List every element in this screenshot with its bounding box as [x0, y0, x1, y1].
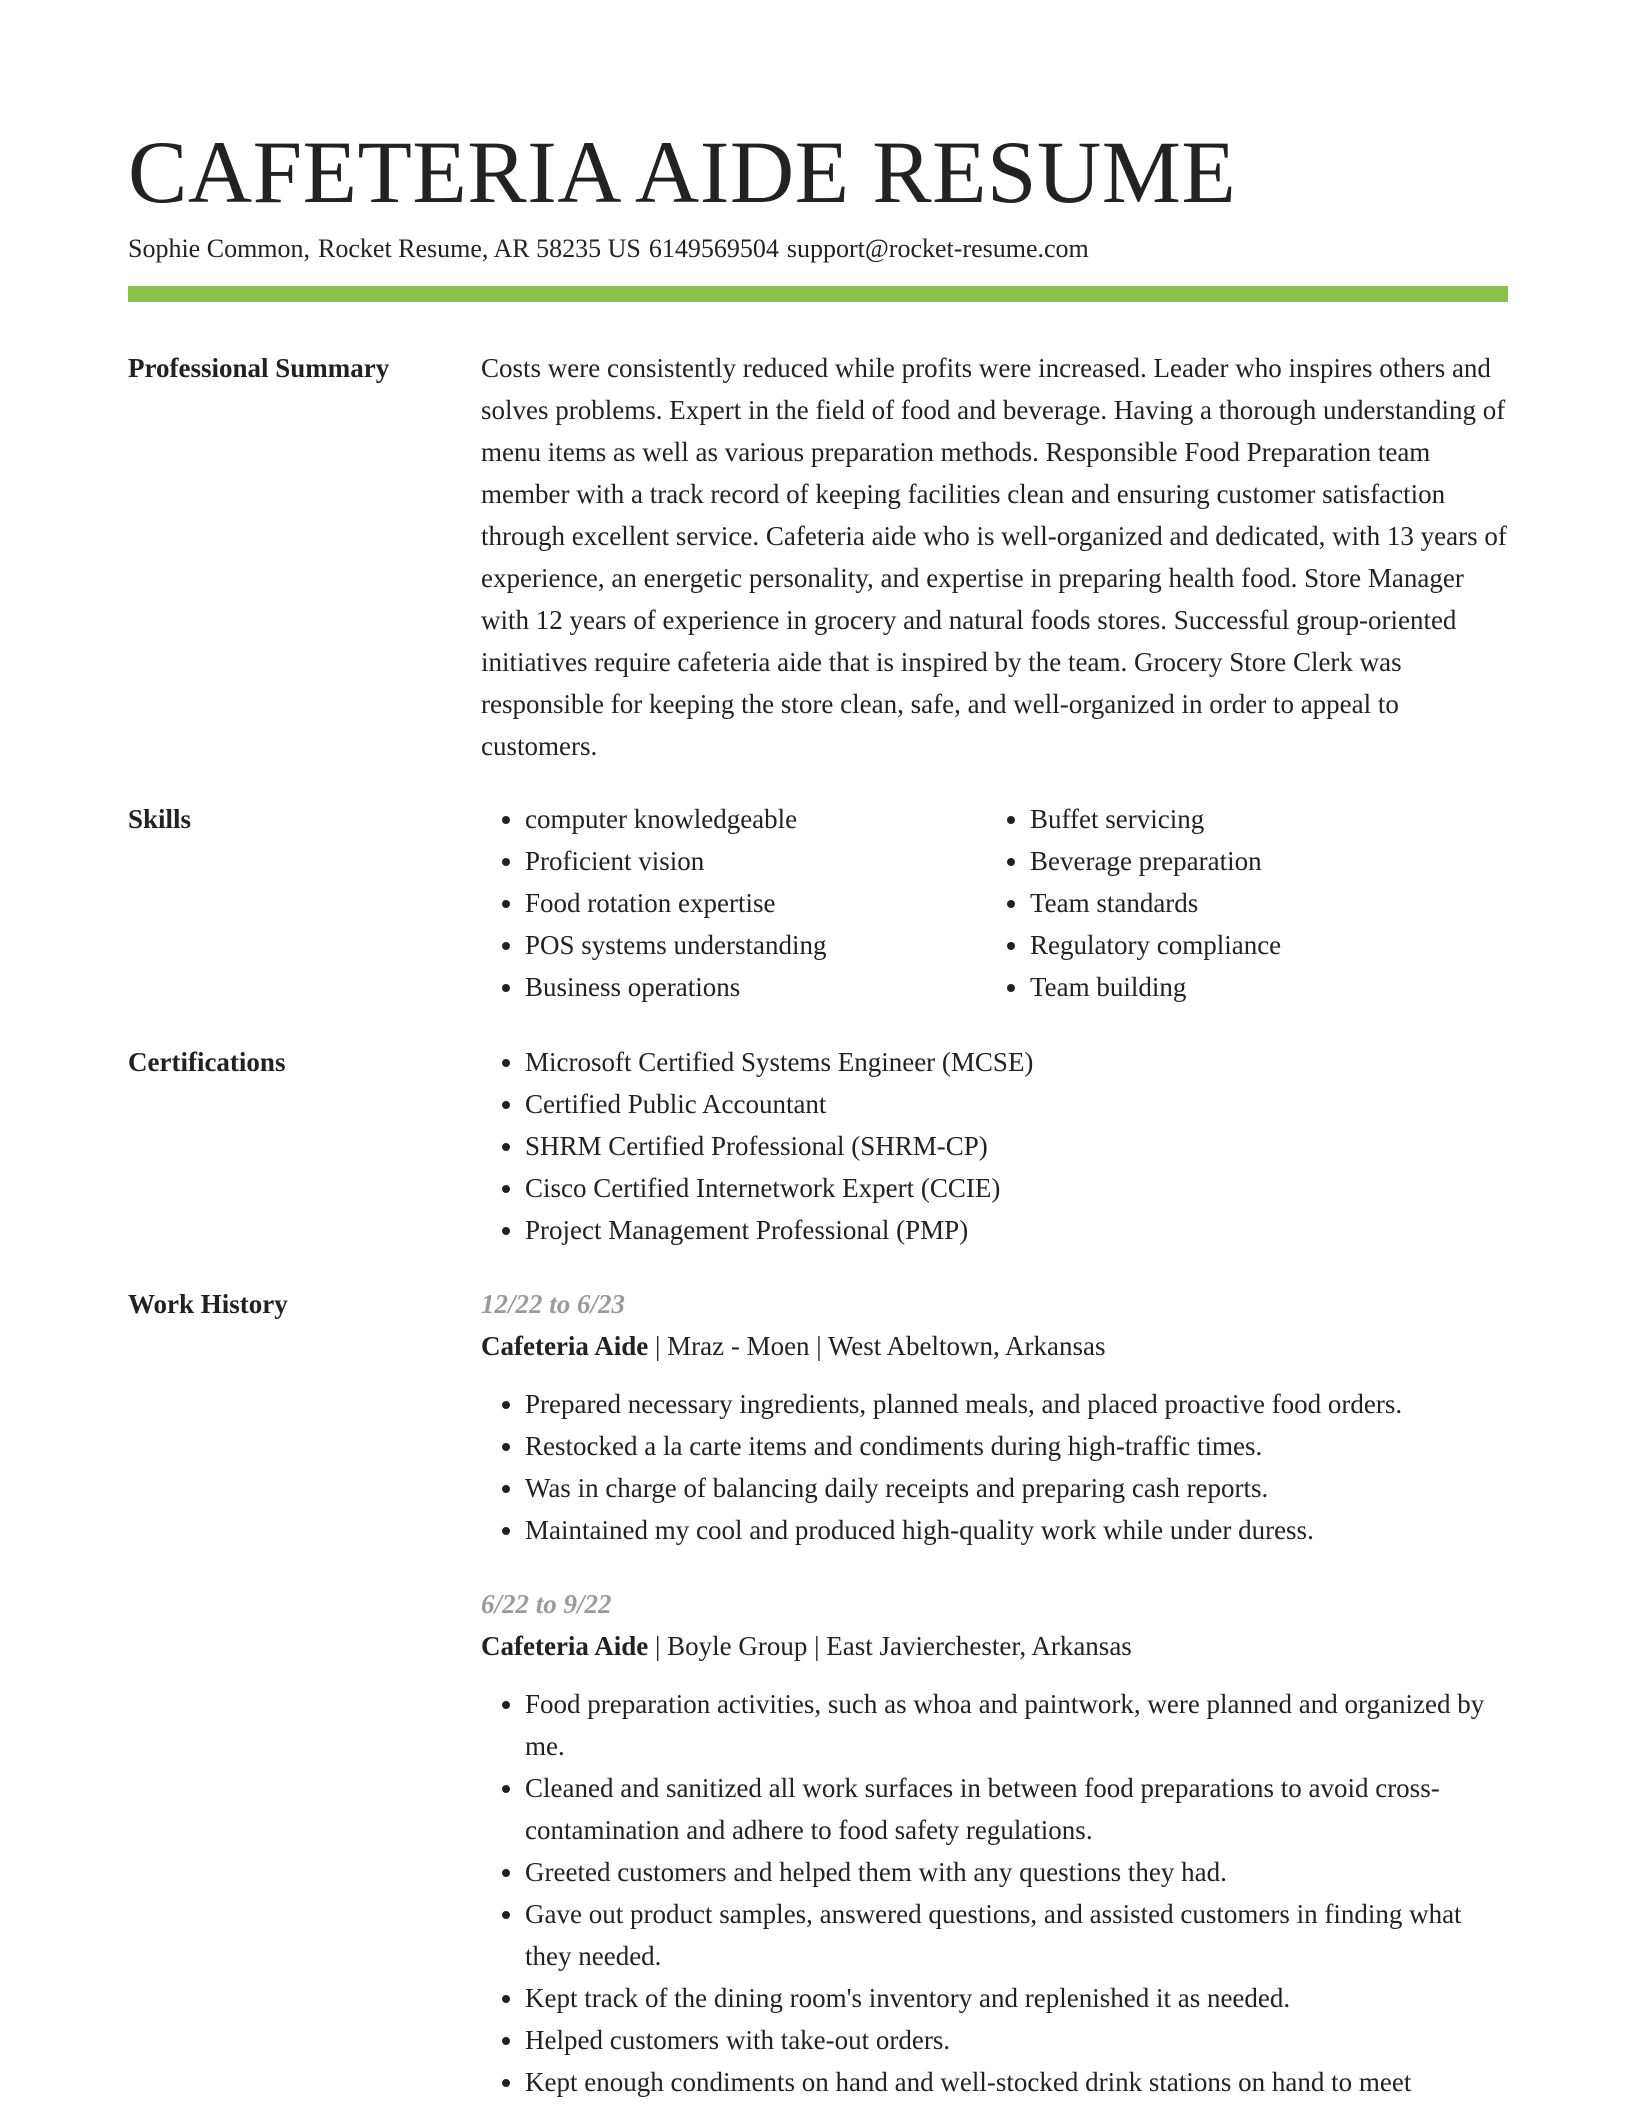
certifications-body: [481, 1041, 1511, 1251]
contact-email: support@rocket-resume.com: [786, 234, 1089, 263]
contact-line: [128, 229, 1089, 269]
job-bullet: • Gave out product samples, answered questions, and assisted customers in finding what they needed.: [525, 1893, 1511, 1977]
skills-list-left: [481, 798, 986, 1008]
section-label-skills: Skills: [128, 804, 192, 834]
certification-item: • Project Management Professional (PMP): [525, 1209, 1511, 1251]
skill-item: • Regulatory compliance: [1030, 924, 1491, 966]
contact-name: Sophie Common,: [128, 234, 311, 263]
resume-title: CAFETERIA AIDE RESUME: [128, 124, 1237, 222]
job-details: | Mraz - Moen | West Abeltown, Arkansas: [648, 1331, 1106, 1361]
job-bullets: [481, 1383, 1511, 1551]
job-bullet: • Cleaned and sanitized all work surfaces in between food preparations to avoid cross-contamination and adhere to food safety regulations.: [525, 1767, 1511, 1851]
job-title: Cafeteria Aide: [481, 1331, 649, 1361]
skills-body: [481, 798, 1511, 1008]
section-label-certifications: Certifications: [128, 1047, 286, 1077]
contact-address: Rocket Resume, AR 58235 US: [318, 234, 641, 263]
job-bullet: • Was in charge of balancing daily receipts and preparing cash reports.: [525, 1467, 1511, 1509]
skill-item: • Beverage preparation: [1030, 840, 1491, 882]
summary-text: Costs were consistently reduced while profits were increased. Leader who inspires others and solves problems. Expert in the field of food and beverage. Having a thorough understanding of menu items as well as various preparation methods. Responsible Food Preparation team member with a track record of keeping facilities clean and ensuring customer satisfaction through excellent service. Cafeteria aide who is well-organized and dedicated, with 13 years of experience, an energetic personality, and expertise in preparing health food. Store Manager with 12 years of experience in grocery and natural foods stores. Successful group-oriented initiatives require cafeteria aide that is inspired by the team. Grocery Store Clerk was responsible for keeping the store clean, safe, and well-organized in order to appeal to customers.: [481, 353, 1507, 761]
skill-item: • POS systems understanding: [525, 924, 986, 966]
job-heading: [481, 1325, 1511, 1367]
job-dates: 12/22 to 6/23: [481, 1289, 626, 1319]
skill-item: • Team standards: [1030, 882, 1491, 924]
job-bullet: • Food preparation activities, such as whoa and paintwork, were planned and organized by me.: [525, 1683, 1511, 1767]
section-label-summary: Professional Summary: [128, 353, 390, 383]
job-title: Cafeteria Aide: [481, 1631, 649, 1661]
certifications-list: [481, 1041, 1511, 1251]
header-divider: [128, 286, 1508, 302]
skill-item: • Food rotation expertise: [525, 882, 986, 924]
summary-body: [481, 347, 1511, 767]
contact-phone: 6149569504: [648, 234, 779, 263]
job-heading: [481, 1625, 1511, 1667]
skill-item: • Business operations: [525, 966, 986, 1008]
job-bullet: • Maintained my cool and produced high-quality work while under duress.: [525, 1509, 1511, 1551]
job-dates: 6/22 to 9/22: [481, 1589, 612, 1619]
job-entry: [481, 1583, 1511, 2103]
skill-item: • Team building: [1030, 966, 1491, 1008]
job-bullet: • Kept enough condiments on hand and well-stocked drink stations on hand to meet: [525, 2061, 1511, 2103]
job-bullet: • Prepared necessary ingredients, planned meals, and placed proactive food orders.: [525, 1383, 1511, 1425]
job-bullets: [481, 1683, 1511, 2103]
skill-item: • Proficient vision: [525, 840, 986, 882]
work-history-body: [481, 1283, 1511, 2103]
job-entry: [481, 1283, 1511, 1551]
skills-list-right: [986, 798, 1491, 1008]
certification-item: • Microsoft Certified Systems Engineer (MCSE): [525, 1041, 1511, 1083]
certification-item: • Cisco Certified Internetwork Expert (CCIE): [525, 1167, 1511, 1209]
job-details: | Boyle Group | East Javierchester, Arkansas: [648, 1631, 1132, 1661]
job-bullet: • Greeted customers and helped them with any questions they had.: [525, 1851, 1511, 1893]
certification-item: • Certified Public Accountant: [525, 1083, 1511, 1125]
skill-item: • computer knowledgeable: [525, 798, 986, 840]
job-bullet: • Kept track of the dining room's inventory and replenished it as needed.: [525, 1977, 1511, 2019]
job-bullet: • Restocked a la carte items and condiments during high-traffic times.: [525, 1425, 1511, 1467]
job-bullet: • Helped customers with take-out orders.: [525, 2019, 1511, 2061]
skill-item: • Buffet servicing: [1030, 798, 1491, 840]
certification-item: • SHRM Certified Professional (SHRM-CP): [525, 1125, 1511, 1167]
section-label-work-history: Work History: [128, 1289, 288, 1319]
